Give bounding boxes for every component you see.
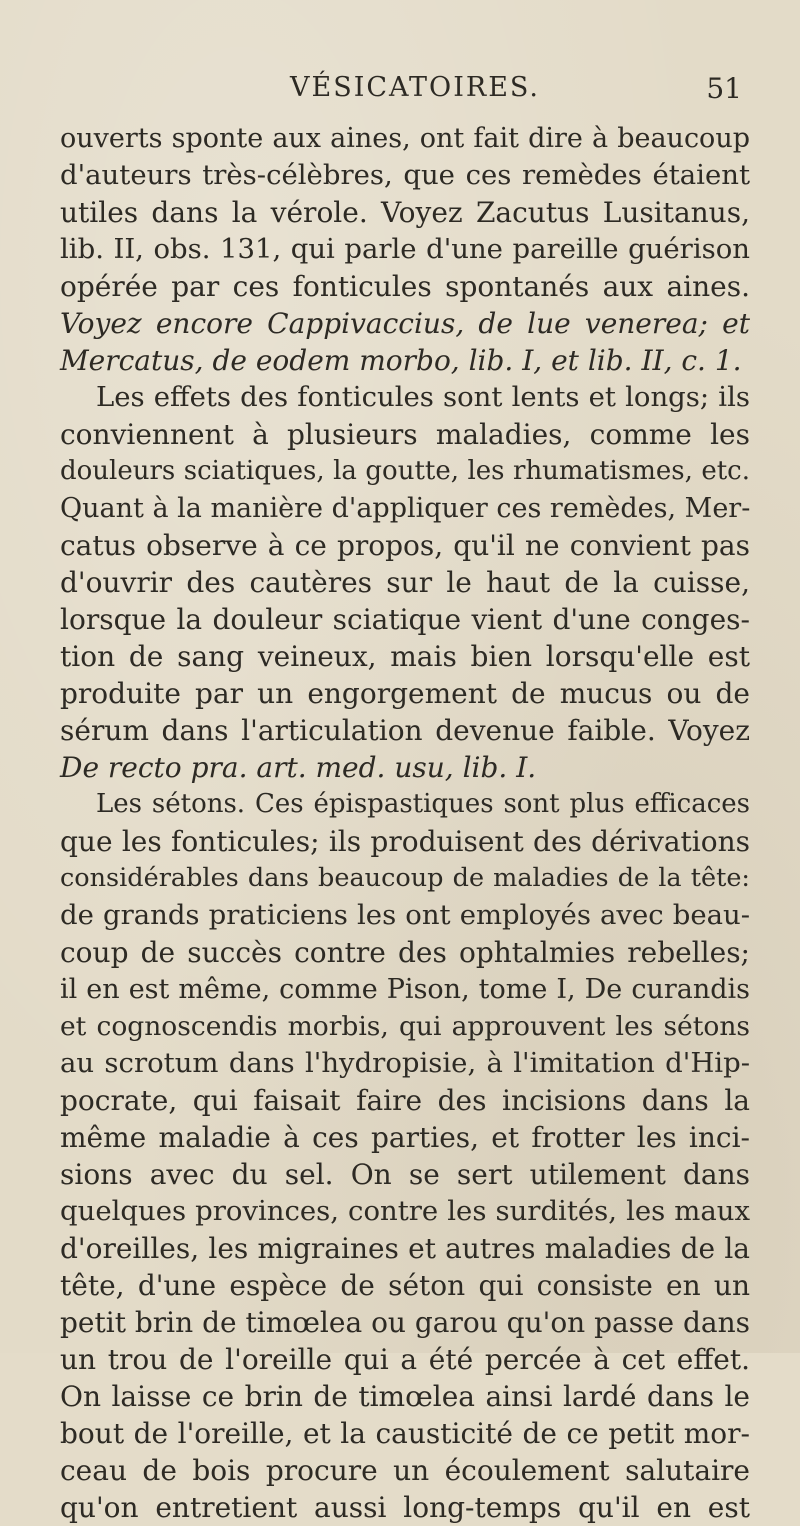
body-text <box>60 120 750 1526</box>
text-line: Voyez encore Cappivaccius, de lue venerea; et <box>60 307 750 340</box>
text-line: Quant à la manière d'appliquer ces remèdes, Mer- <box>60 493 751 524</box>
text-line: sions avec du sel. On se sert utilement dans <box>60 1158 750 1191</box>
text-line: d'auteurs très-célèbres, que ces remèdes étaient <box>60 159 750 191</box>
text-line: quelques provinces, contre les surdités, les maux <box>60 1195 750 1227</box>
text-line: ouverts sponte aux aines, ont fait dire à beaucoup <box>60 123 750 154</box>
page-number: 51 <box>706 72 742 105</box>
text-line: lib. II, obs. 131, qui parle d'une pareille guérison <box>60 233 750 265</box>
text-line: catus observe à ce propos, qu'il ne convient pas <box>60 529 750 562</box>
text-line: que les fonticules; ils produisent des dérivations <box>60 825 750 858</box>
text-line: coup de succès contre des ophtalmies rebelles; <box>60 936 750 969</box>
text-line: pocrate, qui faisait faire des incisions dans la <box>60 1084 750 1117</box>
text-line: un trou de l'oreille qui a été percée à cet effet. <box>60 1343 750 1376</box>
running-title: VÉSICATOIRES. <box>290 72 541 103</box>
text-line: opérée par ces fonticules spontanés aux aines. <box>60 270 750 303</box>
text-line: considérables dans beaucoup de maladies de la tête: <box>60 863 750 893</box>
page-header <box>0 72 800 112</box>
text-line: De recto pra. art. med. usu, lib. I. <box>60 751 537 784</box>
text-line: sérum dans l'articulation devenue faible. Voyez <box>60 714 750 747</box>
text-line: douleurs sciatiques, la goutte, les rhumatismes, etc. <box>60 456 750 486</box>
text-line: et cognoscendis morbis, qui approuvent les sétons <box>60 1011 750 1042</box>
text-line: lorsque la douleur sciatique vient d'une conges- <box>60 603 750 636</box>
text-line: utiles dans la vérole. Voyez Zacutus Lusitanus, <box>60 196 750 229</box>
text-line: d'oreilles, les migraines et autres maladies de la <box>60 1232 750 1265</box>
text-line: Mercatus, de eodem morbo, lib. I, et lib. II, c. 1. <box>60 344 742 377</box>
text-line: de grands praticiens les ont employés avec beau- <box>60 899 750 931</box>
text-line: il en est même, comme Pison, tome I, De curandis <box>60 974 750 1005</box>
paragraph-start-line: Les sétons. Ces épispastiques sont plus efficaces <box>96 789 750 819</box>
text-line: au scrotum dans l'hydropisie, à l'imitation d'Hip- <box>60 1047 750 1079</box>
text-line: qu'on entretient aussi long-temps qu'il en est <box>60 1491 750 1524</box>
text-line: petit brin de timœlea ou garou qu'on passe dans <box>60 1306 750 1339</box>
text-line: ceau de bois procure un écoulement salutaire <box>60 1454 750 1487</box>
text-line: On laisse ce brin de timœlea ainsi lardé dans le <box>60 1380 750 1413</box>
text-line: conviennent à plusieurs maladies, comme les <box>60 418 750 451</box>
text-line: tête, d'une espèce de séton qui consiste en un <box>60 1269 750 1302</box>
text-line: même maladie à ces parties, et frotter les inci- <box>60 1121 750 1154</box>
text-line: d'ouvrir des cautères sur le haut de la cuisse, <box>60 566 750 599</box>
text-line: bout de l'oreille, et la causticité de ce petit mor- <box>60 1417 750 1450</box>
paragraph-start-line: Les effets des fonticules sont lents et longs; ils <box>96 381 750 413</box>
text-line: tion de sang veineux, mais bien lorsqu'elle est <box>60 640 750 673</box>
text-line: produite par un engorgement de mucus ou de <box>60 677 750 710</box>
